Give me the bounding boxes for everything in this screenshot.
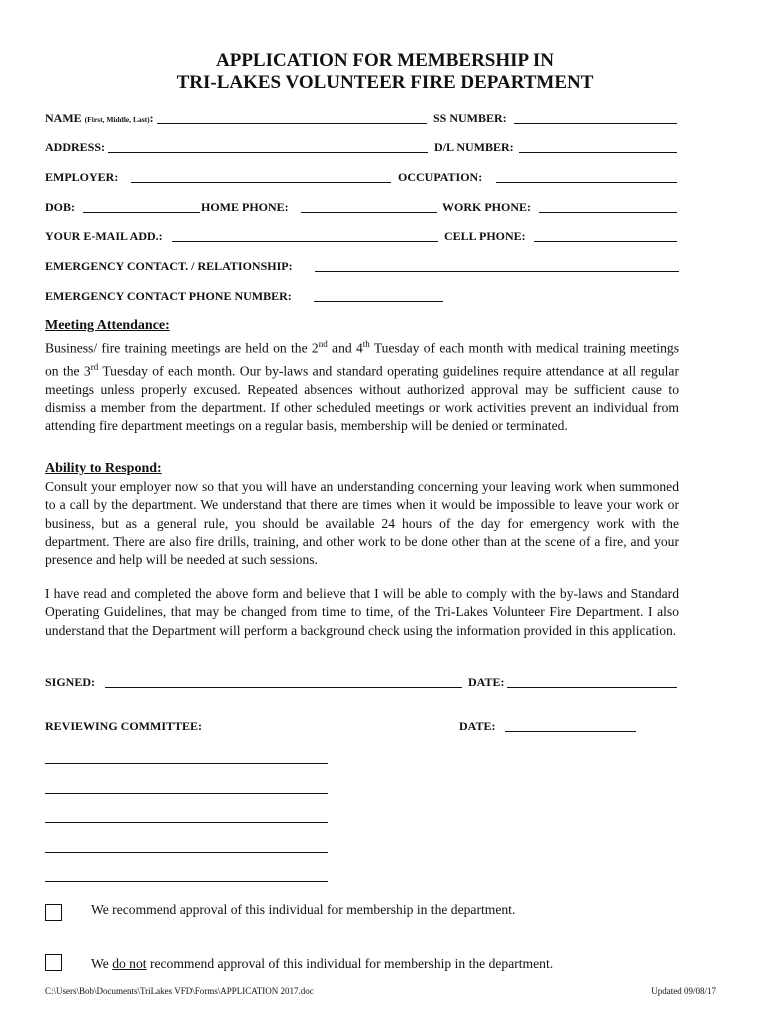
name-hint: (First, Middle, Last) bbox=[84, 115, 150, 124]
reviewing-row bbox=[45, 719, 685, 735]
address-field[interactable] bbox=[108, 140, 428, 153]
work-phone-label: WORK PHONE: bbox=[442, 200, 531, 214]
home-phone-field[interactable] bbox=[301, 200, 437, 213]
ss-number-field[interactable] bbox=[514, 111, 677, 124]
ss-number-label: SS NUMBER: bbox=[433, 111, 507, 125]
committee-signature-line[interactable] bbox=[45, 851, 328, 853]
emergency-phone-field[interactable] bbox=[314, 289, 443, 302]
dob-field[interactable] bbox=[83, 200, 200, 213]
form-title-line2: TRI-LAKES VOLUNTEER FIRE DEPARTMENT bbox=[176, 72, 594, 93]
dob-row bbox=[45, 200, 685, 216]
meeting-attendance-text: Business/ fire training meetings are held on the 2nd and 4th Tuesday of each month with medical training meetings on the 3rd Tuesday of each month. Our by-laws and standard operating guidelines require attendance at all regular meetings unless properly excused. Repeated absences without authorized approval may be sufficient cause to dismiss a member from the department. If other scheduled meetings or work activities prevent an individual from attending fire department meetings on a regular basis, membership will be denied or terminated. bbox=[45, 339, 680, 434]
email-field[interactable] bbox=[172, 229, 438, 242]
do-not-emphasis: do not bbox=[112, 956, 147, 971]
signed-date-label: DATE: bbox=[468, 675, 505, 689]
work-phone-field[interactable] bbox=[539, 200, 677, 213]
acknowledgement-text: I have read and completed the above form and believe that I will be able to comply with the by-laws and Standard Operating Guidelines, that may be changed from time to time, of the Tri-Lakes Volunteer Fire Department. I also understand that the Department will perform a background check using the information provided in this application. bbox=[45, 586, 679, 638]
meeting-attendance-heading: Meeting Attendance: bbox=[45, 318, 170, 333]
committee-signature-line[interactable] bbox=[45, 792, 328, 794]
emergency-contact-row bbox=[45, 259, 685, 275]
signed-date-field[interactable] bbox=[507, 675, 677, 688]
form-title-line1: APPLICATION FOR MEMBERSHIP IN bbox=[216, 50, 554, 71]
cell-phone-label: CELL PHONE: bbox=[444, 229, 526, 243]
address-label: ADDRESS: bbox=[45, 140, 106, 154]
reviewing-committee-label: REVIEWING COMMITTEE: bbox=[45, 719, 203, 733]
emergency-phone-label: EMERGENCY CONTACT PHONE NUMBER: bbox=[45, 289, 292, 303]
emergency-contact-field[interactable] bbox=[315, 259, 679, 272]
review-date-label: DATE: bbox=[459, 719, 496, 733]
emergency-contact-label: EMERGENCY CONTACT. / RELATIONSHIP: bbox=[45, 259, 293, 273]
file-path: C:\Users\Bob\Documents\TriLakes VFD\Forms\APPLICATION 2017.doc bbox=[45, 986, 314, 996]
name-field[interactable] bbox=[157, 111, 427, 124]
home-phone-label: HOME PHONE: bbox=[201, 200, 289, 214]
approve-checkbox[interactable] bbox=[45, 904, 62, 921]
address-row bbox=[45, 140, 685, 156]
cell-phone-field[interactable] bbox=[534, 229, 677, 242]
dob-label: DOB: bbox=[45, 200, 75, 214]
review-date-field[interactable] bbox=[505, 719, 636, 732]
signature-row bbox=[45, 675, 685, 691]
email-label: YOUR E-MAIL ADD.: bbox=[45, 229, 163, 243]
updated-date: Updated 09/08/17 bbox=[651, 986, 716, 996]
deny-text: We do not recommend approval of this individual for membership in the department. bbox=[91, 956, 554, 971]
employer-row bbox=[45, 170, 685, 186]
signed-label: SIGNED: bbox=[45, 675, 96, 689]
occupation-label: OCCUPATION: bbox=[398, 170, 483, 184]
employer-label: EMPLOYER: bbox=[45, 170, 119, 184]
name-label: NAME bbox=[45, 111, 82, 125]
employer-field[interactable] bbox=[131, 170, 391, 183]
ability-to-respond-text: Consult your employer now so that you will have an understanding concerning your leaving work when summoned to a call by the department. We understand that there are times when it would be impossible to leave your work or business, but as a general rule, you should be available 24 hours of the day for emergency work with the department. There are also fire drills, training, and other work to be done other than at the scene of a fire, and your presence and help will be needed at such sessions. bbox=[45, 479, 679, 568]
dl-number-field[interactable] bbox=[519, 140, 677, 153]
committee-signature-line[interactable] bbox=[45, 762, 328, 764]
emergency-phone-row bbox=[45, 289, 685, 305]
signature-field[interactable] bbox=[105, 675, 462, 688]
occupation-field[interactable] bbox=[496, 170, 677, 183]
dl-number-label: D/L NUMBER: bbox=[434, 140, 514, 154]
approve-text: We recommend approval of this individual for membership in the department. bbox=[91, 902, 516, 917]
email-row bbox=[45, 229, 685, 245]
ability-to-respond-heading: Ability to Respond: bbox=[45, 461, 162, 476]
deny-checkbox[interactable] bbox=[45, 954, 62, 971]
committee-signature-line[interactable] bbox=[45, 821, 328, 823]
name-row: NAME (First, Middle, Last): SS NUMBER: bbox=[45, 111, 685, 127]
committee-signature-line[interactable] bbox=[45, 880, 328, 882]
